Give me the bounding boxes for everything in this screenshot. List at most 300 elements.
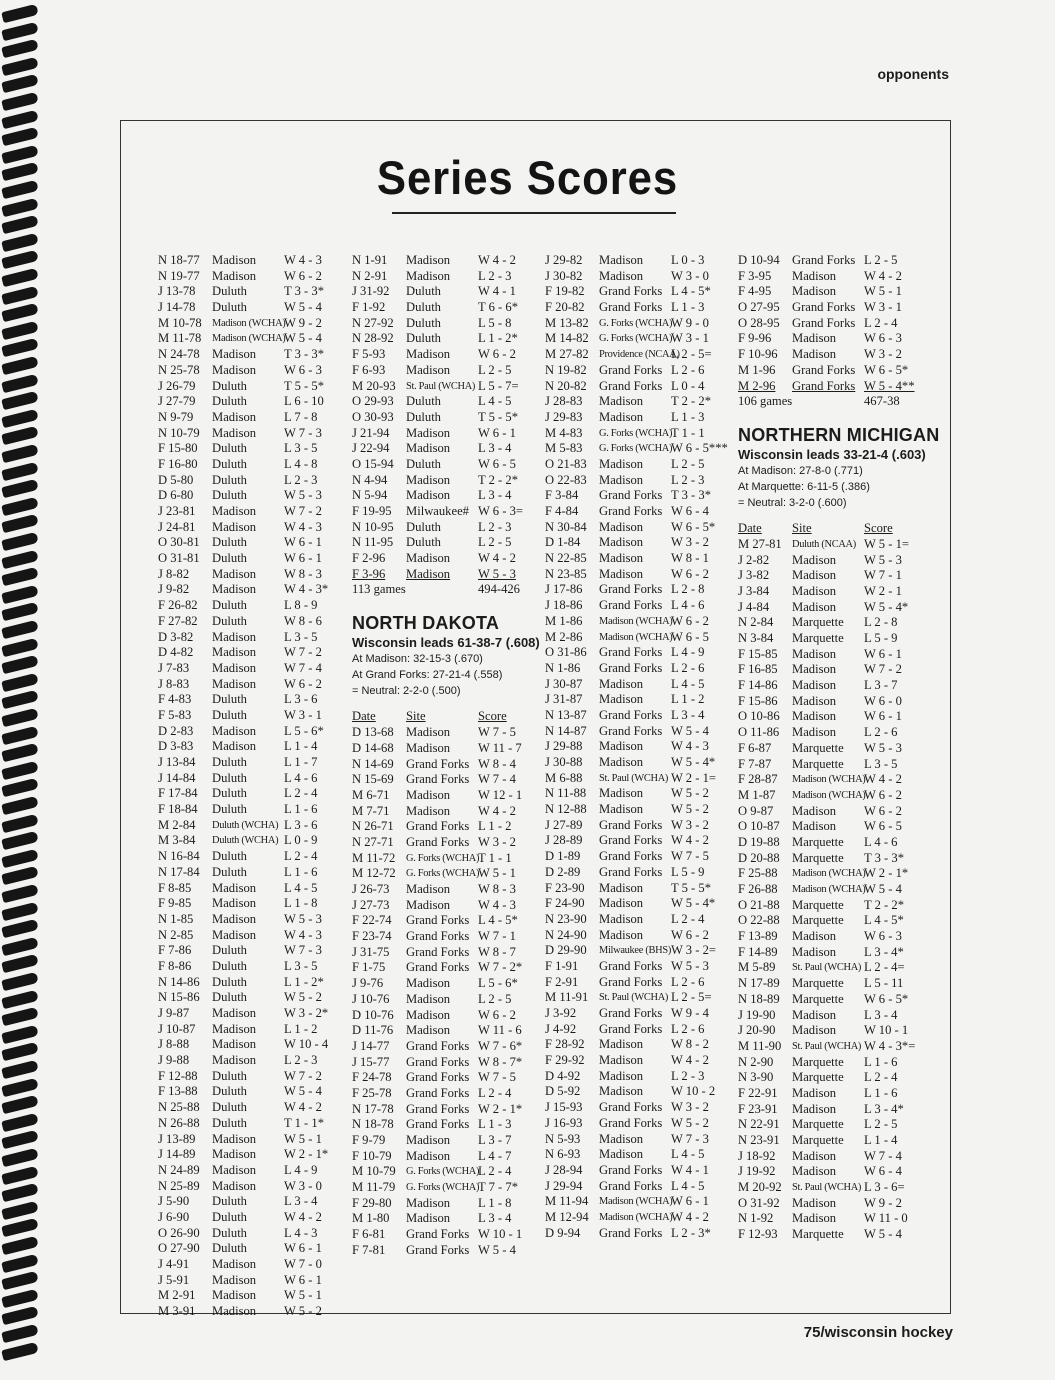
game-row (545, 410, 728, 426)
game-site: Madison (599, 394, 644, 409)
game-site: Madison (212, 896, 257, 911)
spiral-coil (1, 1042, 39, 1061)
score-column-4 (738, 253, 939, 1243)
game-row (545, 818, 728, 834)
game-date: F 5-83 (158, 707, 192, 722)
game-date: F 10-96 (738, 347, 778, 362)
game-site: Duluth (212, 1194, 247, 1209)
game-site: Madison (792, 268, 837, 283)
game-row (738, 1023, 939, 1039)
game-site: Duluth (212, 974, 247, 989)
spiral-coil (1, 813, 39, 832)
game-date: J 19-90 (738, 1007, 776, 1022)
game-row (158, 551, 328, 567)
game-score: W 10 - 1 (864, 1023, 909, 1038)
game-site: Madison (406, 991, 451, 1006)
spiral-coil (1, 585, 39, 604)
game-score: T 5 - 5* (284, 378, 324, 393)
game-row (352, 757, 540, 773)
game-site: Marquette (792, 740, 844, 755)
game-row (158, 833, 328, 849)
game-site: Madison (406, 472, 451, 487)
game-score: W 3 - 0 (671, 268, 709, 283)
game-row (158, 1257, 328, 1273)
game-score: L 3 - 6 (284, 692, 318, 707)
game-row (738, 678, 939, 694)
game-row (352, 772, 540, 788)
game-date: O 15-94 (352, 456, 394, 471)
game-row (738, 741, 939, 757)
spiral-coil (1, 127, 39, 146)
game-date: N 1-91 (352, 253, 388, 267)
game-score: L 3 - 4 (284, 1194, 318, 1209)
game-site: Duluth (212, 692, 247, 707)
game-site: Madison (599, 472, 644, 487)
game-row (352, 331, 540, 347)
game-score: L 2 - 4 (671, 911, 705, 926)
game-row (352, 520, 540, 536)
game-score: L 2 - 6 (671, 974, 705, 989)
game-score: W 5 - 3 (671, 958, 709, 973)
game-row (545, 849, 728, 865)
game-date: N 2-90 (738, 1054, 774, 1069)
game-date: M 1-80 (352, 1211, 390, 1226)
game-row (738, 1086, 939, 1102)
game-row (352, 567, 540, 583)
game-score: W 6 - 3 (864, 929, 902, 944)
game-site: Marquette (792, 1054, 844, 1069)
game-site: Madison (406, 1023, 451, 1038)
game-score: W 4 - 3* (284, 582, 329, 597)
spiral-coil (1, 602, 39, 621)
game-score: W 5 - 3 (284, 911, 322, 926)
game-date: J 27-79 (158, 394, 196, 409)
game-site: Grand Forks (599, 849, 663, 864)
game-date: J 30-88 (545, 755, 583, 769)
spiral-coil (1, 409, 39, 428)
game-score: T 3 - 3* (284, 284, 324, 299)
game-date: M 1-86 (545, 613, 583, 628)
game-score: W 6 - 2 (284, 676, 322, 691)
game-score: W 8 - 3 (478, 882, 516, 896)
game-date: F 6-93 (352, 362, 386, 377)
game-row (158, 943, 328, 959)
game-site: Madison (792, 583, 837, 598)
game-score: W 7 - 5 (478, 725, 516, 740)
game-score: W 7 - 4 (478, 772, 516, 787)
game-site: St. Paul (WCHA) (406, 380, 476, 392)
game-date: N 30-84 (545, 519, 587, 534)
game-row (352, 316, 540, 332)
game-score: L 2 - 5 (478, 991, 512, 1006)
game-row (738, 929, 939, 945)
game-date: J 10-76 (352, 991, 390, 1006)
game-date: M 5-83 (545, 441, 583, 456)
game-row (545, 1210, 728, 1226)
game-row (352, 945, 540, 961)
game-site: Madison (599, 896, 644, 911)
game-date: F 18-84 (158, 802, 198, 817)
game-date: M 1-96 (738, 362, 776, 377)
game-score: L 2 - 5 (864, 253, 898, 267)
game-site: Grand Forks (599, 864, 663, 879)
game-site: Madison (792, 662, 837, 677)
game-score: W 7 - 5 (478, 1070, 516, 1085)
game-score: W 7 - 3 (671, 1131, 709, 1146)
game-row (352, 1164, 540, 1180)
game-score: L 2 - 4 (864, 315, 898, 330)
game-date: F 13-89 (738, 929, 778, 944)
game-site: Grand Forks (599, 974, 663, 989)
game-score: L 4 - 8 (284, 456, 318, 471)
game-score: W 3 - 2= (671, 943, 716, 958)
game-row (158, 692, 328, 708)
game-date: F 20-82 (545, 300, 585, 315)
game-date: F 14-86 (738, 678, 778, 693)
game-row (738, 600, 939, 616)
game-score: L 3 - 7 (478, 1133, 512, 1147)
spiral-coil (1, 1148, 39, 1167)
game-site: Duluth (212, 300, 247, 315)
game-date: M 11-91 (545, 990, 589, 1005)
game-row (545, 598, 728, 614)
game-score: L 2 - 4 (284, 849, 318, 864)
game-date: N 14-86 (158, 974, 200, 989)
game-site: Madison (599, 535, 644, 550)
game-score: W 11 - 0 (864, 1211, 908, 1226)
game-score: W 4 - 2 (864, 772, 902, 787)
game-date: O 30-81 (158, 535, 200, 550)
game-row (545, 645, 728, 661)
game-site: Duluth (406, 300, 441, 315)
spiral-coil (1, 1341, 39, 1360)
game-date: O 31-81 (158, 551, 200, 566)
spiral-coil (1, 1253, 39, 1272)
game-date: M 27-82 (545, 347, 589, 362)
spiral-coil (1, 866, 39, 885)
game-date: J 15-77 (352, 1054, 390, 1069)
game-row (158, 1084, 328, 1100)
game-site: Madison (792, 568, 837, 583)
game-score: L 4 - 6 (864, 834, 898, 849)
game-date: J 27-73 (352, 897, 390, 912)
game-score: W 5 - 2 (671, 786, 709, 801)
game-score: W 5 - 3 (864, 740, 902, 755)
game-score: W 7 - 2 (864, 662, 902, 677)
game-site: Marquette (792, 991, 844, 1006)
game-score: L 5 - 8 (478, 315, 512, 330)
spiral-coil (1, 1130, 39, 1149)
game-score: L 1 - 2* (478, 331, 518, 346)
game-date: N 18-78 (352, 1117, 394, 1132)
game-score: W 6 - 1 (284, 535, 322, 550)
game-site: Duluth (212, 1100, 247, 1115)
game-score: W 6 - 2 (478, 1007, 516, 1022)
game-date: F 12-88 (158, 1068, 198, 1083)
spiral-coil (1, 1113, 39, 1132)
game-site: Madison (212, 629, 257, 644)
game-row (738, 316, 939, 332)
game-date: M 11-94 (545, 1194, 589, 1209)
game-site: Duluth (212, 943, 247, 958)
game-date: F 23-91 (738, 1101, 778, 1116)
game-date: F 13-88 (158, 1084, 198, 1099)
game-date: F 7-81 (352, 1242, 386, 1257)
game-row (352, 269, 540, 285)
spiral-coil (1, 901, 39, 920)
game-score: W 8 - 6 (284, 613, 322, 628)
game-site: Grand Forks (599, 1162, 663, 1177)
spiral-coil (1, 937, 39, 956)
game-site: Madison (212, 1131, 257, 1146)
game-date: F 24-78 (352, 1070, 392, 1085)
game-site: Madison (212, 1147, 257, 1162)
game-score: L 1 - 2 (284, 1021, 318, 1036)
game-score: L 5 - 6* (478, 976, 518, 991)
game-row (352, 866, 540, 882)
game-date: J 3-92 (545, 1006, 577, 1020)
game-date: J 31-87 (545, 692, 583, 707)
game-row (352, 253, 540, 269)
game-date: J 30-82 (545, 268, 583, 283)
game-row (158, 614, 328, 630)
game-site: Duluth (212, 1084, 247, 1099)
game-row (352, 457, 540, 473)
game-date: O 28-95 (738, 315, 780, 330)
game-score: T 3 - 3* (864, 850, 904, 865)
northern-michigan-away-record: At Marquette: 6-11-5 (.386) (738, 480, 870, 493)
game-site: Madison (212, 1021, 257, 1036)
game-row (158, 535, 328, 551)
game-date: N 1-86 (545, 660, 581, 675)
game-date: J 29-94 (545, 1178, 583, 1193)
game-score: L 1 - 6 (864, 1054, 898, 1069)
game-score: W 7 - 0 (284, 1257, 322, 1271)
game-date: F 9-96 (738, 331, 772, 346)
game-date: N 27-92 (352, 315, 394, 330)
game-site: Madison (792, 552, 837, 567)
game-row (738, 1196, 939, 1212)
game-score: W 4 - 2 (478, 253, 516, 267)
game-row (545, 457, 728, 473)
game-site: Madison (792, 1023, 837, 1038)
game-row (352, 1070, 540, 1086)
game-site: Madison (792, 599, 837, 614)
game-score: L 3 - 4* (864, 1101, 904, 1116)
game-date: D 29-90 (545, 943, 587, 958)
game-date: F 1-92 (352, 300, 386, 315)
game-row (545, 1194, 728, 1210)
game-score: L 8 - 9 (284, 598, 318, 613)
game-date: N 3-90 (738, 1070, 774, 1085)
game-date: F 4-84 (545, 504, 579, 518)
game-site: Grand Forks (406, 1038, 470, 1053)
game-score: L 4 - 5* (478, 913, 518, 928)
game-site: Madison (406, 268, 451, 283)
game-row (352, 1039, 540, 1055)
game-score: W 3 - 1 (284, 707, 322, 722)
game-date: J 3-84 (738, 583, 770, 598)
game-row (738, 379, 939, 395)
game-date: F 26-82 (158, 598, 198, 613)
spiral-coil (1, 250, 39, 269)
game-score: W 7 - 4 (864, 1148, 902, 1163)
game-row (158, 410, 328, 426)
game-score: W 3 - 2 (478, 834, 516, 849)
game-score: L 4 - 9 (671, 645, 705, 660)
game-site: Madison (406, 1133, 451, 1147)
game-date: F 16-80 (158, 456, 198, 471)
game-date: N 2-85 (158, 927, 194, 942)
game-date: D 1-89 (545, 849, 581, 864)
game-date: F 2-96 (352, 551, 386, 566)
game-site: Madison (599, 786, 644, 801)
game-date: J 4-91 (158, 1257, 190, 1271)
spiral-coil (1, 1025, 39, 1044)
game-date: O 22-88 (738, 913, 780, 928)
game-site: Grand Forks (406, 913, 470, 928)
game-date: J 9-87 (158, 1006, 190, 1020)
game-row (352, 898, 540, 914)
game-date: F 1-75 (352, 960, 386, 975)
game-date: F 15-85 (738, 646, 778, 661)
game-row (545, 284, 728, 300)
game-score: W 4 - 1 (478, 284, 516, 299)
spiral-coil (1, 338, 39, 357)
spiral-coil (1, 725, 39, 744)
game-site: Madison (792, 1195, 837, 1210)
game-score: L 1 - 8 (478, 1195, 512, 1210)
game-site: Grand Forks (406, 944, 470, 959)
game-row (352, 1086, 540, 1102)
game-site: Madison (406, 803, 451, 818)
game-row (545, 1084, 728, 1100)
game-row (158, 1132, 328, 1148)
game-site: Madison (212, 347, 257, 362)
game-row (158, 677, 328, 693)
spiral-coil (1, 972, 39, 991)
north-dakota-neutral-record: = Neutral: 2-2-0 (.500) (352, 685, 461, 698)
game-site: Duluth (212, 456, 247, 471)
game-score: W 6 - 4 (671, 504, 709, 518)
game-site: Madison (792, 331, 837, 346)
games-count: 106 games (738, 394, 793, 409)
game-site: Madison (212, 253, 257, 267)
game-site: Marquette (792, 1117, 844, 1132)
game-site: Duluth (212, 598, 247, 613)
game-date: M 27-81 (738, 536, 782, 551)
spiral-coil (1, 215, 39, 234)
game-score: W 5 - 4 (864, 882, 902, 896)
game-row (738, 647, 939, 663)
game-row (158, 253, 328, 269)
game-score: L 3 - 5 (284, 958, 318, 973)
game-site: G. Forks (WCHA) (599, 317, 673, 329)
game-date: J 29-83 (545, 409, 583, 424)
spiral-coil (1, 233, 39, 252)
game-date: F 5-93 (352, 347, 386, 362)
game-score: L 4 - 9 (284, 1162, 318, 1177)
game-row (352, 913, 540, 929)
game-score: W 7 - 1 (478, 929, 516, 944)
game-score: L 3 - 5 (284, 629, 318, 644)
game-date: N 26-71 (352, 819, 394, 834)
game-row (158, 990, 328, 1006)
game-row (158, 1226, 328, 1242)
game-score: T 3 - 3* (284, 347, 324, 362)
game-site: Madison (406, 1195, 451, 1210)
game-row (738, 898, 939, 914)
game-row (738, 960, 939, 976)
game-date: N 14-87 (545, 723, 587, 738)
game-date: N 9-79 (158, 409, 194, 424)
spiral-coil (1, 285, 39, 304)
game-site: Madison (212, 723, 257, 738)
game-score: W 7 - 2* (478, 960, 523, 975)
game-site: Marquette (792, 615, 844, 630)
game-score: W 6 - 0 (864, 693, 902, 708)
game-date: N 25-89 (158, 1178, 200, 1193)
game-row (545, 739, 728, 755)
north-dakota-away-record: At Grand Forks: 27-21-4 (.558) (352, 669, 503, 682)
game-score: W 5 - 3 (864, 552, 902, 567)
game-site: Madison (406, 976, 451, 991)
game-date: F 26-88 (738, 882, 778, 896)
game-score: W 4 - 3 (284, 927, 322, 942)
game-site: Grand Forks (406, 834, 470, 849)
spiral-coil (1, 567, 39, 586)
game-site: Duluth (NCAA) (792, 538, 856, 550)
spiral-coil (1, 743, 39, 762)
game-score: T 6 - 6* (478, 300, 518, 315)
game-site: Duluth (212, 802, 247, 817)
game-date: J 20-90 (738, 1023, 776, 1038)
game-row (545, 253, 728, 269)
game-score: W 7 - 1 (864, 568, 902, 583)
game-date: M 2-91 (158, 1288, 196, 1303)
game-site: Grand Forks (406, 756, 470, 771)
game-site: Madison (599, 268, 644, 283)
game-row (158, 1006, 328, 1022)
game-score: W 7 - 5 (671, 849, 709, 864)
game-score: L 3 - 4 (478, 441, 512, 456)
game-score: W 5 - 4* (671, 755, 716, 769)
game-site: Madison (212, 880, 257, 895)
game-site: Madison (792, 284, 837, 299)
game-row (545, 1147, 728, 1163)
spiral-coil (1, 708, 39, 727)
game-score: L 2 - 5 (864, 1117, 898, 1132)
game-site: Marquette (792, 1227, 844, 1242)
game-score: W 6 - 5* (864, 362, 909, 377)
game-site: Grand Forks (599, 1178, 663, 1193)
game-score: W 10 - 4 (284, 1037, 329, 1052)
game-site: Duluth (212, 378, 247, 393)
game-site: G. Forks (WCHA) (599, 443, 673, 455)
game-date: J 18-92 (738, 1148, 776, 1163)
game-score: W 5 - 4 (671, 723, 709, 738)
game-row (738, 553, 939, 569)
game-row (158, 1069, 328, 1085)
game-site: Madison (599, 1131, 644, 1146)
game-score: L 2 - 5= (671, 990, 712, 1005)
game-score: W 5 - 1= (864, 536, 909, 551)
game-row (352, 976, 540, 992)
game-row (352, 535, 540, 551)
game-score: W 4 - 2 (671, 1053, 709, 1068)
game-row (158, 1147, 328, 1163)
game-date: O 26-90 (158, 1225, 200, 1240)
